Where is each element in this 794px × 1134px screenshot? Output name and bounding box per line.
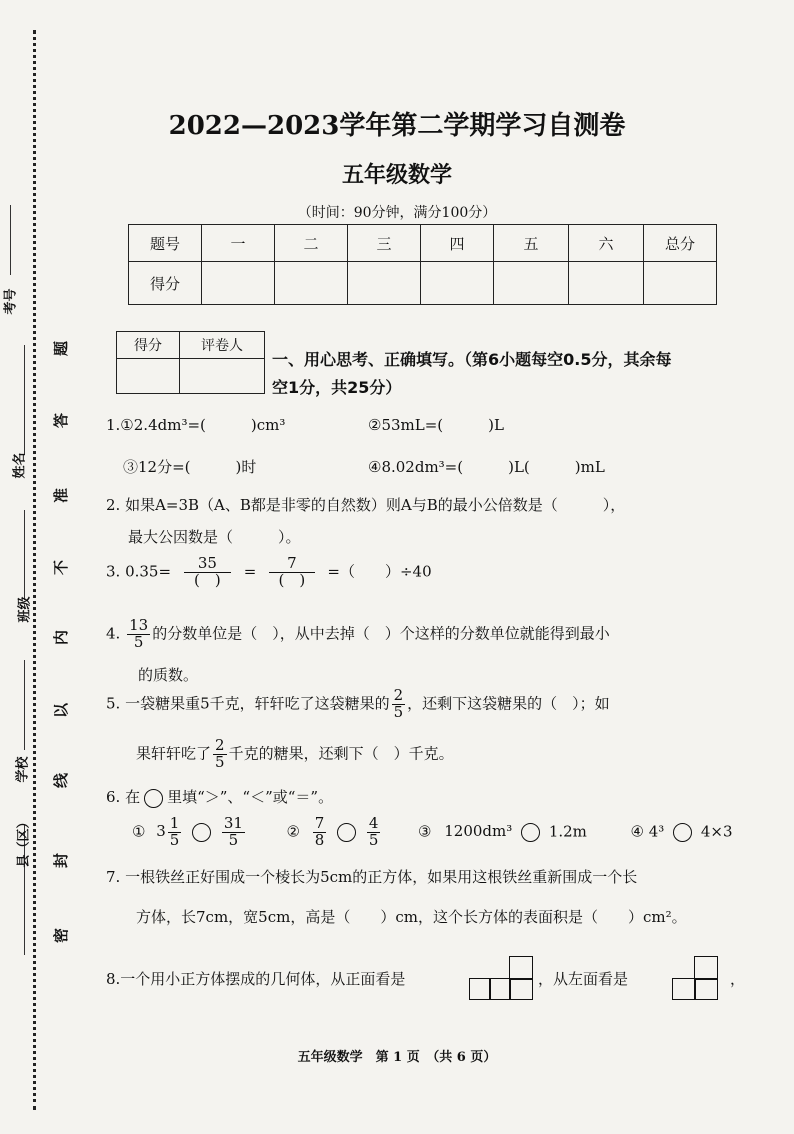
score-cell[interactable] <box>569 262 644 305</box>
score-header-cell: 五 <box>494 225 569 262</box>
seal-char: 答 <box>52 412 71 429</box>
front-view-cube <box>509 978 533 1000</box>
left-view-cube <box>694 978 718 1000</box>
seal-char: 封 <box>52 852 71 869</box>
fraction-denominator: 5 <box>215 752 225 771</box>
grader-score-label: 得分 <box>117 332 180 359</box>
q6-item-b-right-fraction <box>367 816 381 849</box>
q6-item-b-fraction <box>313 816 327 849</box>
question-1a: 1.①2.4dm³=( )cm³ <box>106 416 286 434</box>
seal-char: 以 <box>52 702 71 719</box>
fraction-numerator: 7 <box>314 814 325 832</box>
question-7-line-2: 方体，长7cm，宽5cm，高是（ ）cm，这个长方体的表面积是（ ）cm²。 <box>136 908 687 926</box>
fraction-numerator: 2 <box>393 686 404 704</box>
score-row-label: 得分 <box>129 262 202 305</box>
fraction-denominator: ( ) <box>194 570 221 589</box>
label-county: 县（区） <box>16 815 32 868</box>
seal-char: 题 <box>52 340 71 357</box>
seal-char: 准 <box>52 487 71 504</box>
question-5b-prefix: 果轩轩吃了 <box>136 744 212 763</box>
question-3-equals: = <box>243 562 257 581</box>
class-underline <box>24 510 25 600</box>
section-1-line-2: 空1分，共25分） <box>272 378 402 397</box>
score-header-cell: 总分 <box>644 225 717 262</box>
question-7-line-1: 7. 一根铁丝正好围成一个棱长为5cm的正方体，如果用这根铁丝重新围成一个长 <box>106 868 638 886</box>
binding-dotted-line <box>33 30 36 1110</box>
compare-circle[interactable] <box>521 823 540 842</box>
fraction-numerator: 1 <box>169 814 180 832</box>
question-5-prefix: 5. 一袋糖果重5千克，轩轩吃了这袋糖果的 <box>106 694 390 713</box>
grader-name-label: 评卷人 <box>180 332 265 359</box>
question-6-text: 里填“＞”、“＜”或“＝”。 <box>167 788 334 806</box>
question-3 <box>106 556 432 589</box>
question-6-prefix: 6. 在 <box>106 788 141 806</box>
fraction-numerator: 13 <box>129 616 149 634</box>
fraction-denominator: 5 <box>368 830 379 849</box>
question-1c: ③12分=( )时 <box>123 458 257 476</box>
exam-subtitle: 五年级数学 <box>341 163 452 188</box>
question-8-text-2: ，从左面看是 <box>538 970 629 988</box>
question-3-fraction-1 <box>184 556 231 589</box>
time-note: （时间：90分钟，满分100分） <box>297 205 497 221</box>
name-underline <box>24 345 25 455</box>
score-cell[interactable] <box>421 262 494 305</box>
front-view-cube <box>489 978 511 1000</box>
question-5-line-2 <box>136 738 454 771</box>
circle-icon <box>144 789 163 808</box>
score-header-cell: 四 <box>421 225 494 262</box>
compare-circle[interactable] <box>673 823 692 842</box>
score-cell[interactable] <box>348 262 421 305</box>
left-view-cube <box>672 978 696 1000</box>
question-5-text: ，还剩下这袋糖果的（ ）；如 <box>407 694 610 713</box>
score-table <box>128 224 717 305</box>
grader-score-cell[interactable] <box>117 359 180 394</box>
q6-item-a-fraction <box>168 816 182 849</box>
label-exam-number: 考号 <box>3 288 19 315</box>
grader-name-cell[interactable] <box>180 359 265 394</box>
q6-item-c-left: 1200dm³ <box>444 822 513 841</box>
question-3-suffix: =（ ）÷40 <box>327 562 432 581</box>
q6-item-a-label: ① <box>132 822 146 841</box>
question-5-line-1 <box>106 688 610 721</box>
question-4-text: 的分数单位是（ ），从中去掉（ ）个这样的分数单位就能得到最小 <box>152 624 610 643</box>
left-view-cube <box>694 956 718 980</box>
label-name: 姓名 <box>12 452 28 479</box>
section-1-heading <box>272 346 762 402</box>
seal-char: 密 <box>52 927 71 944</box>
grader-table <box>116 331 265 394</box>
seal-char: 不 <box>52 559 71 576</box>
q6-item-c-right: 1.2m <box>548 822 587 841</box>
fraction-denominator: 5 <box>228 830 239 849</box>
score-header-cell: 二 <box>275 225 348 262</box>
score-header-cell: 三 <box>348 225 421 262</box>
fraction-numerator: 2 <box>215 736 225 754</box>
exam-title: 2022—2023学年第二学期学习自测卷 <box>168 111 626 141</box>
fraction-denominator: ( ) <box>278 570 306 589</box>
question-5b-text: 千克的糖果，还剩下（ ）千克。 <box>228 744 454 763</box>
q6-item-d-right: 4×3 <box>700 822 733 841</box>
question-3-fraction-2 <box>269 556 315 589</box>
fraction-denominator: 5 <box>133 632 144 651</box>
question-6-items <box>132 816 732 849</box>
question-8-text-3: ， <box>730 970 746 988</box>
score-cell[interactable] <box>202 262 275 305</box>
score-header-cell: 题号 <box>129 225 202 262</box>
page-footer: 五年级数学 第 1 页 （共 6 页） <box>297 1050 497 1065</box>
section-1-line-1: 一、用心思考、正确填写。（第6小题每空0.5分，其余每 <box>272 350 672 369</box>
question-5b-fraction <box>213 738 227 771</box>
question-1b: ②53mL=( )L <box>368 416 504 434</box>
question-4-prefix: 4. <box>106 624 121 643</box>
score-cell[interactable] <box>275 262 348 305</box>
fraction-numerator: 7 <box>269 556 315 573</box>
school-underline <box>24 660 25 750</box>
label-school: 学校 <box>15 756 31 783</box>
score-cell[interactable] <box>494 262 569 305</box>
score-header-cell: 一 <box>202 225 275 262</box>
question-6 <box>106 786 333 808</box>
front-view-cube <box>469 978 491 1000</box>
question-4-line-2: 的质数。 <box>138 666 199 684</box>
fraction-numerator: 4 <box>368 814 379 832</box>
compare-circle[interactable] <box>192 823 211 842</box>
score-table-score-row <box>129 262 717 305</box>
seal-char: 线 <box>52 772 71 789</box>
question-8-text-1: 8.一个用小正方体摆成的几何体，从正面看是 <box>106 970 406 988</box>
q6-item-c-label: ③ <box>418 822 432 841</box>
question-2-line-1: 2. 如果A=3B（A、B都是非零的自然数）则A与B的最小公倍数是（ ）， <box>106 496 626 514</box>
question-4-fraction <box>127 618 150 651</box>
q6-item-a-right-fraction <box>222 816 245 849</box>
fraction-numerator: 35 <box>184 556 231 573</box>
fraction-denominator: 5 <box>393 702 404 721</box>
score-cell[interactable] <box>644 262 717 305</box>
q6-item-a-whole: 3 <box>156 822 166 841</box>
q6-item-b-label: ② <box>286 822 300 841</box>
question-4 <box>106 618 610 651</box>
fraction-denominator: 5 <box>169 830 180 849</box>
question-3-prefix: 3. 0.35= <box>106 562 172 581</box>
compare-circle[interactable] <box>337 823 356 842</box>
question-2-line-2: 最大公因数是（ ）。 <box>128 528 301 546</box>
front-view-cube <box>509 956 533 980</box>
seal-char: 内 <box>52 629 71 646</box>
fraction-numerator: 31 <box>223 814 243 832</box>
score-table-header-row <box>129 225 717 262</box>
fraction-denominator: 8 <box>314 830 325 849</box>
question-1d: ④8.02dm³=( )L( )mL <box>368 458 605 476</box>
q6-item-d-left: 4³ <box>648 822 665 841</box>
q6-item-d-label: ④ <box>630 822 644 841</box>
score-header-cell: 六 <box>569 225 644 262</box>
label-class: 班级 <box>17 596 33 623</box>
question-5-fraction <box>392 688 406 721</box>
